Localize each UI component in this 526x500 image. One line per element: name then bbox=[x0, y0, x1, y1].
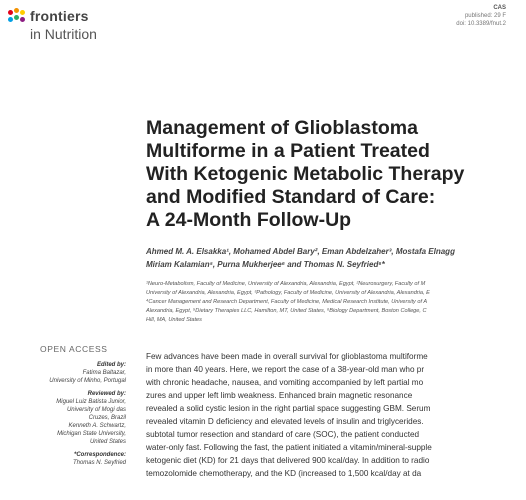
logo-journal-name: in Nutrition bbox=[30, 26, 97, 42]
abstract-text bbox=[146, 350, 506, 480]
title-line: Multiforme in a Patient Treated bbox=[146, 140, 430, 162]
edited-by-label: Edited by: bbox=[96, 362, 126, 368]
title-line: With Ketogenic Metabolic Therapy bbox=[146, 163, 465, 185]
title-line: and Modified Standard of Care: bbox=[146, 186, 436, 208]
editor-line: University of Minho, Portugal bbox=[49, 378, 126, 384]
editor-line: Fatima Baltazar, bbox=[82, 370, 126, 376]
logo-dot bbox=[20, 10, 25, 15]
reviewer-line: United States bbox=[89, 439, 126, 445]
abstract-line: zures and upper left limb weakness. Enhanced brain magnetic resonance bbox=[146, 391, 413, 400]
abstract-line: subtotal tumor resection and standard of care (SOC), the patient conducted bbox=[146, 430, 420, 439]
reviewer-line: Miguel Luiz Batista Junior, bbox=[56, 399, 126, 405]
abstract-line: Few advances have been made in overall survival for glioblastoma multiforme bbox=[146, 352, 428, 361]
author-line: Miriam Kalamian⁵, Purna Mukherjee⁶ and Thomas N. Seyfried⁶* bbox=[146, 260, 385, 269]
abstract-line: with chronic headache, nausea, and vomiting accompanied by left partial mo bbox=[146, 378, 424, 387]
reviewer-line: Kenneth A. Schwartz, bbox=[68, 423, 126, 429]
abstract-line: revealed a solid cystic lesion in the right partial space suggesting GBM. Serum bbox=[146, 404, 431, 413]
reviewer-line: Cruzes, Brazil bbox=[88, 415, 126, 421]
affiliation-line: ⁴Cancer Management and Research Department, Faculty of Medicine, Medical Research Institute, University of A bbox=[146, 299, 428, 305]
abstract-line: revealed vitamin D deficiency and elevated levels of insulin and triglycerides. bbox=[146, 417, 424, 426]
correspondence-line: Thomas N. Seyfried bbox=[72, 460, 126, 466]
affiliation-line: University of Alexandria, Alexandria, Egypt, ³Pathology, Faculty of Medicine, University of Alexandria, Alexandria, E bbox=[146, 290, 430, 296]
doi-link[interactable]: doi: 10.3389/fnut.2 bbox=[456, 21, 506, 27]
title-line: Management of Glioblastoma bbox=[146, 117, 418, 139]
correspondence-label: *Correspondence: bbox=[73, 452, 126, 458]
correspondence-info[interactable] bbox=[10, 459, 126, 467]
article-type-label: CAS bbox=[493, 5, 506, 11]
article-sidebar bbox=[10, 361, 126, 467]
frontiers-logo-icon bbox=[8, 8, 26, 26]
abstract-line: temozolomide chemotherapy, and the KD (increased to 1,500 kcal/day at da bbox=[146, 469, 422, 478]
article-title bbox=[146, 117, 526, 232]
affiliations bbox=[146, 280, 516, 325]
open-access-label: OPEN ACCESS bbox=[40, 344, 108, 354]
affiliation-line: ¹Neuro-Metabolism, Faculty of Medicine, University of Alexandria, Alexandria, Egypt, ²Neurosurgery, Faculty of M bbox=[146, 281, 426, 287]
logo-dot bbox=[8, 17, 13, 22]
affiliation-line: Alexandria, Egypt, ⁵Dietary Therapies LLC, Hamilton, MT, United States, ⁶Biology Department, Boston College, C bbox=[146, 308, 427, 314]
logo-brand-text: frontiers bbox=[30, 8, 89, 24]
logo-dot bbox=[14, 15, 19, 20]
logo-dot bbox=[20, 17, 25, 22]
abstract-line: ketogenic diet (KD) for 21 days that delivered 900 kcal/day. In addition to radio bbox=[146, 456, 430, 465]
author-line: Ahmed M. A. Elsakka¹, Mohamed Abdel Bary², Eman Abdelzaher³, Mostafa Elnagg bbox=[146, 247, 455, 256]
published-date: published: 29 F bbox=[464, 13, 506, 19]
reviewed-by-label: Reviewed by: bbox=[87, 391, 126, 397]
reviewer-line: University of Mogi das bbox=[66, 407, 126, 413]
logo-dot bbox=[14, 8, 19, 13]
reviewer-line: Michigan State University, bbox=[57, 431, 126, 437]
author-list bbox=[146, 245, 526, 271]
journal-logo bbox=[8, 8, 118, 50]
logo-dot bbox=[8, 10, 13, 15]
article-meta bbox=[436, 4, 506, 28]
abstract-line: water-only fast. Following the fast, the patient initiated a vitamin/mineral-supple bbox=[146, 443, 432, 452]
title-line: A 24-Month Follow-Up bbox=[146, 209, 352, 231]
reviewer-info bbox=[10, 398, 126, 446]
affiliation-line: Hill, MA, United States bbox=[146, 317, 202, 323]
abstract-line: in more than 40 years. Here, we report the case of a 38-year-old man who pr bbox=[146, 365, 425, 374]
editor-info bbox=[10, 369, 126, 385]
